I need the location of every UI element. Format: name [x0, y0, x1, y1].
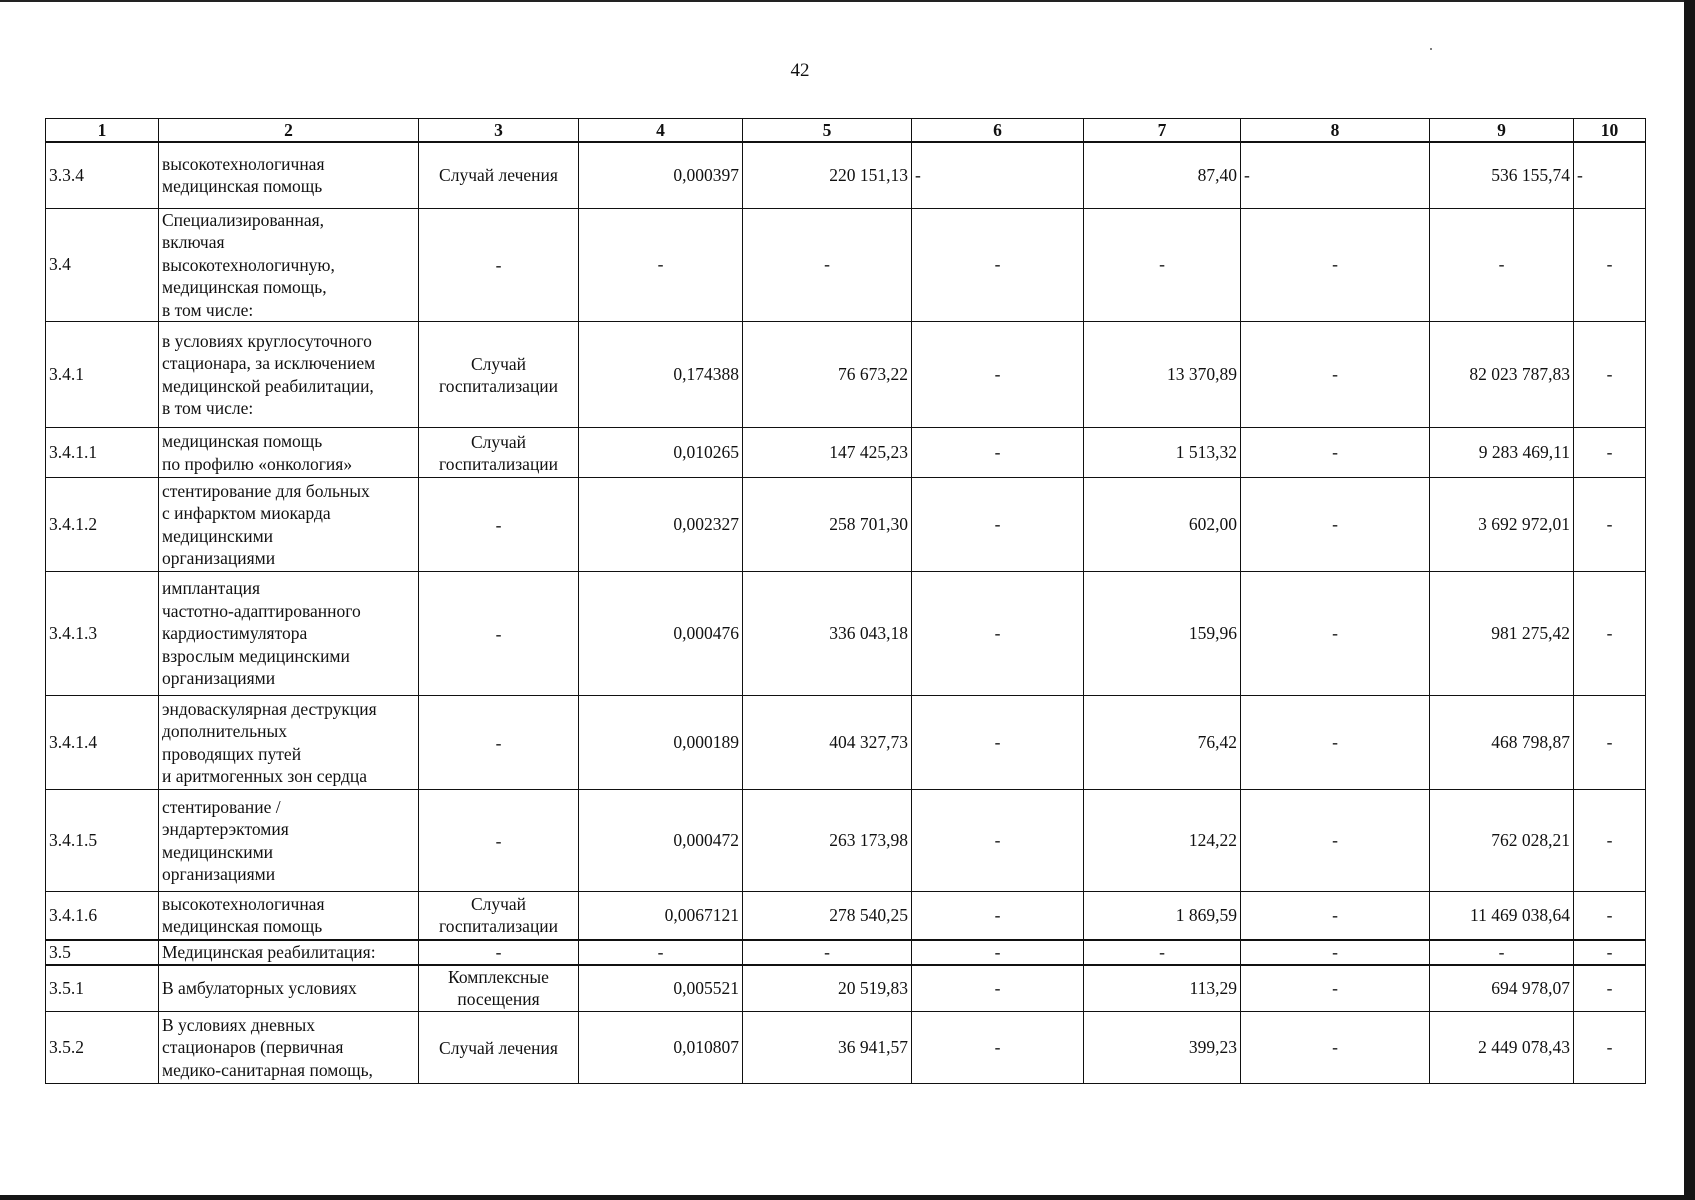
row-value-cell: 0,0067121: [579, 892, 743, 940]
row-code-cell: 3.4.1.3: [46, 572, 159, 696]
table-row: [46, 572, 1646, 696]
row-name-line: медицинская помощь: [162, 916, 323, 937]
row-value-cell: 76 673,22: [743, 322, 912, 428]
row-value-cell: -: [912, 428, 1084, 478]
row-name-cell: [159, 696, 419, 790]
row-value-cell: 124,22: [1084, 790, 1241, 892]
row-value-cell: -: [1574, 892, 1646, 940]
table-row: [46, 1012, 1646, 1084]
row-unit-line: Случай лечения: [439, 165, 558, 186]
row-value-cell: -: [912, 142, 1084, 208]
data-table: [45, 118, 1646, 1084]
row-name-line: в том числе:: [162, 398, 254, 418]
row-name-line: эндоваскулярная деструкция: [162, 698, 377, 719]
row-unit-cell: [419, 208, 579, 322]
row-value-cell: 336 043,18: [743, 572, 912, 696]
row-value-cell: -: [1241, 428, 1430, 478]
row-name-line: организациями: [162, 668, 276, 689]
row-unit-cell: [419, 478, 579, 572]
row-name-line: медицинская помощь: [162, 431, 323, 451]
row-name-line: взрослым медицинскими: [162, 645, 350, 666]
row-value-cell: -: [579, 940, 743, 965]
scan-speck: [1430, 48, 1432, 50]
row-value-cell: 220 151,13: [743, 142, 912, 208]
row-unit-cell: [419, 572, 579, 696]
row-value-cell: -: [1430, 208, 1574, 322]
row-unit-line: госпитализации: [438, 375, 559, 396]
row-name-cell: [159, 965, 419, 1012]
row-value-cell: 0,174388: [579, 322, 743, 428]
row-unit-line: госпитализации: [438, 916, 559, 937]
row-value-cell: -: [743, 208, 912, 322]
row-name-line: медицинской реабилитации,: [162, 375, 374, 396]
row-name-line: высокотехнологичная: [162, 893, 325, 914]
row-value-cell: -: [1241, 1012, 1430, 1084]
row-name-line: медицинскими: [162, 525, 274, 546]
row-name-cell: [159, 790, 419, 892]
row-unit-line: -: [495, 623, 502, 644]
row-code-cell: 3.3.4: [46, 142, 159, 208]
row-unit-cell: [419, 940, 579, 965]
row-value-cell: 1 513,32: [1084, 428, 1241, 478]
row-value-cell: -: [912, 790, 1084, 892]
row-value-cell: 9 283 469,11: [1430, 428, 1574, 478]
row-unit-line: посещения: [457, 989, 540, 1010]
row-name-line: стентирование для больных: [162, 480, 370, 501]
row-value-cell: -: [912, 940, 1084, 965]
row-unit-cell: [419, 142, 579, 208]
row-value-cell: -: [743, 940, 912, 965]
row-name-line: Медицинская реабилитация:: [162, 941, 376, 962]
row-name-line: стационаров (первичная: [162, 1037, 344, 1058]
row-value-cell: -: [1574, 322, 1646, 428]
row-value-cell: 0,000472: [579, 790, 743, 892]
row-value-cell: -: [1430, 940, 1574, 965]
header-cell: 7: [1084, 119, 1241, 143]
row-value-cell: 82 023 787,83: [1430, 322, 1574, 428]
row-name-cell: [159, 142, 419, 208]
row-name-line: кардиостимулятора: [162, 623, 308, 644]
row-value-cell: -: [1574, 428, 1646, 478]
row-value-cell: -: [1574, 965, 1646, 1012]
row-value-cell: -: [1574, 208, 1646, 322]
row-value-cell: -: [1241, 142, 1430, 208]
row-code-cell: 3.4: [46, 208, 159, 322]
row-value-cell: -: [912, 892, 1084, 940]
row-unit-line: -: [495, 830, 502, 851]
row-value-cell: 536 155,74: [1430, 142, 1574, 208]
row-name-line: дополнительных: [162, 721, 288, 741]
row-name-cell: [159, 208, 419, 322]
top-scan-edge: [0, 0, 1695, 2]
row-unit-cell: [419, 1012, 579, 1084]
row-unit-line: Случай лечения: [439, 1037, 558, 1058]
row-name-line: с инфарктом миокарда: [162, 503, 331, 523]
row-name-line: высокотехнологичная: [162, 153, 325, 174]
row-value-cell: 2 449 078,43: [1430, 1012, 1574, 1084]
row-code-cell: 3.4.1.1: [46, 428, 159, 478]
row-value-cell: 0,010807: [579, 1012, 743, 1084]
table-row: [46, 790, 1646, 892]
row-value-cell: -: [1574, 142, 1646, 208]
table-row: [46, 940, 1646, 965]
row-value-cell: -: [912, 1012, 1084, 1084]
row-value-cell: -: [1084, 940, 1241, 965]
row-unit-cell: [419, 428, 579, 478]
row-value-cell: -: [912, 965, 1084, 1012]
row-name-line: В амбулаторных условиях: [162, 978, 357, 998]
right-scan-edge: [1684, 0, 1695, 1200]
row-value-cell: -: [1241, 940, 1430, 965]
row-value-cell: 0,000397: [579, 142, 743, 208]
header-row: [46, 119, 1646, 143]
row-code-cell: 3.4.1.4: [46, 696, 159, 790]
row-name-line: эндартерэктомия: [162, 819, 289, 839]
row-name-line: и аритмогенных зон сердца: [162, 766, 368, 786]
row-value-cell: -: [912, 322, 1084, 428]
row-name-line: включая: [162, 232, 225, 252]
row-value-cell: 20 519,83: [743, 965, 912, 1012]
table-row: [46, 478, 1646, 572]
row-value-cell: 76,42: [1084, 696, 1241, 790]
row-value-cell: 981 275,42: [1430, 572, 1574, 696]
row-name-line: частотно-адаптированного: [162, 600, 361, 621]
table-row: [46, 428, 1646, 478]
row-name-line: медико-санитарная помощь,: [162, 1059, 373, 1080]
row-value-cell: -: [1574, 1012, 1646, 1084]
row-value-cell: 404 327,73: [743, 696, 912, 790]
row-name-cell: [159, 940, 419, 965]
row-name-cell: [159, 572, 419, 696]
row-name-cell: [159, 322, 419, 428]
row-unit-line: Случай: [470, 431, 527, 452]
row-value-cell: -: [1574, 572, 1646, 696]
row-value-cell: 602,00: [1084, 478, 1241, 572]
page-number: 42: [790, 60, 810, 81]
row-value-cell: -: [912, 572, 1084, 696]
row-value-cell: 87,40: [1084, 142, 1241, 208]
row-value-cell: -: [1241, 572, 1430, 696]
row-value-cell: 159,96: [1084, 572, 1241, 696]
header-cell: 4: [579, 119, 743, 143]
row-name-line: имплантация: [162, 578, 261, 599]
row-value-cell: 258 701,30: [743, 478, 912, 572]
row-unit-line: -: [495, 942, 502, 962]
row-value-cell: 399,23: [1084, 1012, 1241, 1084]
row-value-cell: -: [1241, 478, 1430, 572]
row-value-cell: 147 425,23: [743, 428, 912, 478]
row-value-cell: 0,010265: [579, 428, 743, 478]
row-value-cell: -: [1084, 208, 1241, 322]
table-row: [46, 892, 1646, 940]
header-cell: 3: [419, 119, 579, 143]
row-value-cell: -: [912, 208, 1084, 322]
row-value-cell: -: [579, 208, 743, 322]
row-unit-line: Комплексные: [448, 967, 549, 988]
table-row: [46, 696, 1646, 790]
row-value-cell: -: [1241, 208, 1430, 322]
row-value-cell: -: [1574, 478, 1646, 572]
bottom-scan-edge: [0, 1195, 1695, 1200]
row-code-cell: 3.4.1.6: [46, 892, 159, 940]
row-value-cell: -: [1241, 965, 1430, 1012]
row-value-cell: -: [912, 478, 1084, 572]
header-cell: 6: [912, 119, 1084, 143]
row-code-cell: 3.4.1.2: [46, 478, 159, 572]
row-value-cell: 1 869,59: [1084, 892, 1241, 940]
row-name-line: проводящих путей: [162, 743, 302, 764]
row-name-line: в условиях круглосуточного: [162, 330, 372, 351]
row-code-cell: 3.5: [46, 940, 159, 965]
row-value-cell: -: [912, 696, 1084, 790]
row-value-cell: 694 978,07: [1430, 965, 1574, 1012]
header-cell: 5: [743, 119, 912, 143]
row-name-cell: [159, 428, 419, 478]
row-code-cell: 3.4.1.5: [46, 790, 159, 892]
table-row: [46, 965, 1646, 1012]
row-code-cell: 3.5.1: [46, 965, 159, 1012]
row-name-cell: [159, 892, 419, 940]
table-row: [46, 142, 1646, 208]
row-value-cell: 11 469 038,64: [1430, 892, 1574, 940]
row-value-cell: 0,000189: [579, 696, 743, 790]
row-value-cell: -: [1241, 790, 1430, 892]
row-value-cell: 0,000476: [579, 572, 743, 696]
row-name-line: по профилю «онкология»: [162, 453, 353, 474]
row-value-cell: 263 173,98: [743, 790, 912, 892]
row-name-line: высокотехнологичную,: [162, 254, 335, 275]
row-unit-cell: [419, 322, 579, 428]
row-value-cell: 0,005521: [579, 965, 743, 1012]
header-cell: 10: [1574, 119, 1646, 143]
row-name-cell: [159, 1012, 419, 1084]
row-code-cell: 3.4.1: [46, 322, 159, 428]
row-unit-line: -: [495, 732, 502, 753]
header-cell: 2: [159, 119, 419, 143]
row-name-line: стационара, за исключением: [162, 353, 376, 373]
table-row: [46, 322, 1646, 428]
row-name-cell: [159, 478, 419, 572]
row-name-line: Специализированная,: [162, 209, 325, 230]
row-unit-cell: [419, 965, 579, 1012]
row-name-line: в том числе:: [162, 299, 254, 320]
header-cell: 1: [46, 119, 159, 143]
row-value-cell: 3 692 972,01: [1430, 478, 1574, 572]
row-value-cell: 36 941,57: [743, 1012, 912, 1084]
row-value-cell: 762 028,21: [1430, 790, 1574, 892]
row-value-cell: 0,002327: [579, 478, 743, 572]
row-name-line: медицинская помощь,: [162, 277, 327, 297]
row-value-cell: -: [1241, 322, 1430, 428]
row-name-line: медицинскими: [162, 841, 274, 862]
row-unit-cell: [419, 892, 579, 940]
row-unit-cell: [419, 790, 579, 892]
header-cell: 9: [1430, 119, 1574, 143]
row-unit-line: Случай: [470, 353, 527, 374]
row-value-cell: -: [1241, 696, 1430, 790]
row-value-cell: 468 798,87: [1430, 696, 1574, 790]
row-name-line: организациями: [162, 548, 276, 568]
row-value-cell: -: [1241, 892, 1430, 940]
header-cell: 8: [1241, 119, 1430, 143]
row-unit-line: Случай: [470, 894, 527, 915]
row-value-cell: -: [1574, 790, 1646, 892]
row-code-cell: 3.5.2: [46, 1012, 159, 1084]
row-name-line: организациями: [162, 864, 276, 884]
row-name-line: стентирование /: [162, 796, 281, 817]
row-unit-line: -: [495, 514, 502, 535]
row-unit-line: госпитализации: [438, 453, 559, 474]
row-name-line: В условиях дневных: [162, 1014, 316, 1035]
row-name-line: медицинская помощь: [162, 176, 323, 197]
row-unit-line: -: [495, 254, 502, 275]
row-value-cell: 13 370,89: [1084, 322, 1241, 428]
row-value-cell: -: [1574, 696, 1646, 790]
row-unit-cell: [419, 696, 579, 790]
row-value-cell: -: [1574, 940, 1646, 965]
row-value-cell: 278 540,25: [743, 892, 912, 940]
row-value-cell: 113,29: [1084, 965, 1241, 1012]
table-row: [46, 208, 1646, 322]
